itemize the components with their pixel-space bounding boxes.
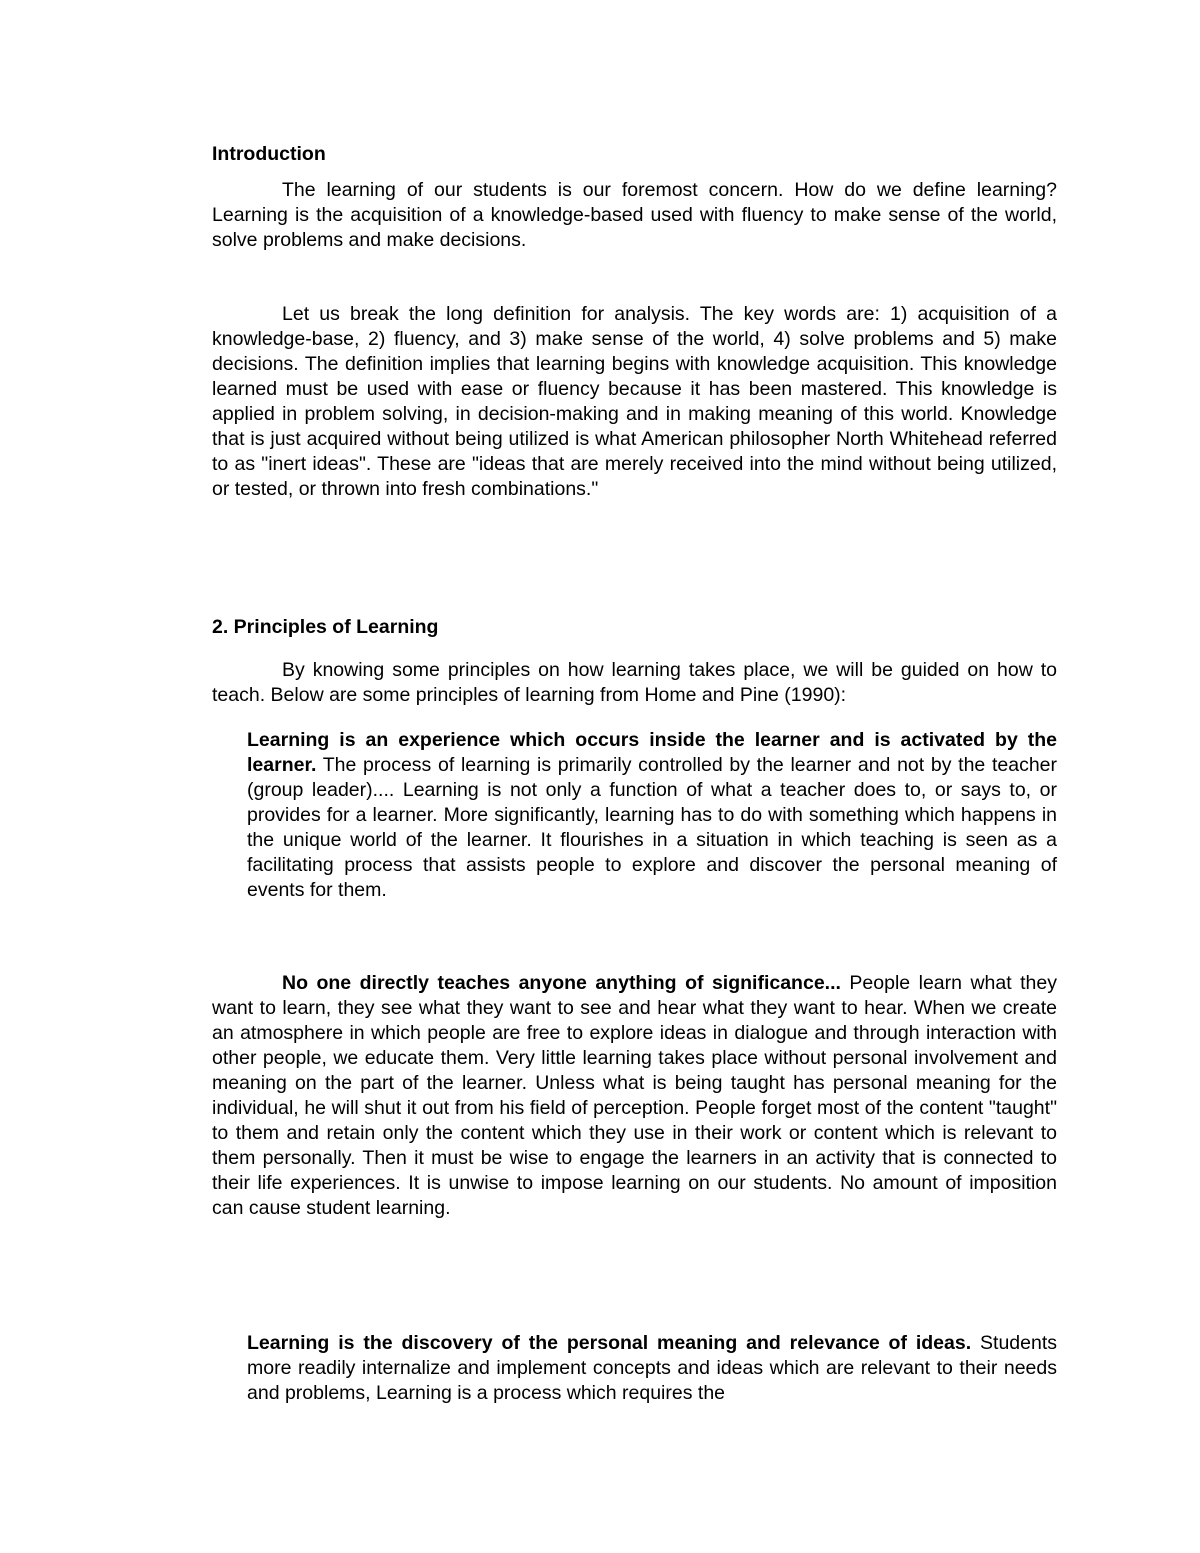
principle-2-body: People learn what they want to learn, they see what they want to see and hear what they want to hear. When we create an atmosphere in which people are free to explore ideas in dialogue and through interaction with other people, we educate them. Very little learning takes place without personal involvement and meaning on the part of the learner. Unless what is being taught has personal meaning for the individual, he will shut it out from his field of perception. People forget most of the content "taught" to them and retain only the content which they use in their work or content which is relevant to them personally. Then it must be wise to engage the learners in an activity that is connected to their life experiences. It is unwise to impose learning on our students. No amount of imposition can cause student learning. bbox=[212, 972, 1057, 1219]
principle-3-paragraph bbox=[247, 1331, 1057, 1406]
principle-3-body: Students more readily internalize and implement concepts and ideas which are relevant to their needs and problems, Learning is a process which requires the bbox=[247, 1332, 1058, 1404]
principle-2-lead: No one directly teaches anyone anything of significance... bbox=[282, 972, 841, 994]
principle-1-body: The process of learning is primarily controlled by the learner and not by the teacher (group leader).... Learning is not only a function of what a teacher does to, or says to, or provides for a learner. More significantly, learning has to do with something which happens in the unique world of the learner. It flourishes in a situation in which teaching is seen as a facilitating process that assists people to explore and discover the personal meaning of events for them. bbox=[247, 754, 1057, 901]
principles-heading: 2. Principles of Learning bbox=[212, 616, 439, 638]
principle-1-paragraph bbox=[247, 728, 1057, 903]
introduction-paragraph-2: Let us break the long definition for analysis. The key words are: 1) acquisition of a knowledge-base, 2) fluency, and 3) make sense of the world, 4) solve problems and 5) make decisions. The definition implies that learning begins with knowledge acquisition. This knowledge learned must be used with ease or fluency because it has been mastered. This knowledge is applied in problem solving, in decision-making and in making meaning of this world. Knowledge that is just acquired without being utilized is what American philosopher North Whitehead referred to as "inert ideas". These are "ideas that are merely received into the mind without being utilized, or tested, or thrown into fresh combinations." bbox=[212, 303, 1057, 500]
principles-intro-paragraph: By knowing some principles on how learning takes place, we will be guided on how to teach. Below are some principles of learning from Home and Pine (1990): bbox=[212, 659, 1057, 706]
principle-2-paragraph bbox=[212, 971, 1057, 1221]
principle-1-lead: Learning is an experience which occurs inside the learner and is activated by the learner. bbox=[247, 729, 1057, 776]
introduction-heading: Introduction bbox=[212, 143, 326, 165]
principle-3-lead: Learning is the discovery of the personal meaning and relevance of ideas. bbox=[247, 1332, 972, 1354]
introduction-paragraph-1: The learning of our students is our foremost concern. How do we define learning? Learning is the acquisition of a knowledge-based used with fluency to make sense of the world, solve problems and make decisions. bbox=[212, 179, 1057, 251]
